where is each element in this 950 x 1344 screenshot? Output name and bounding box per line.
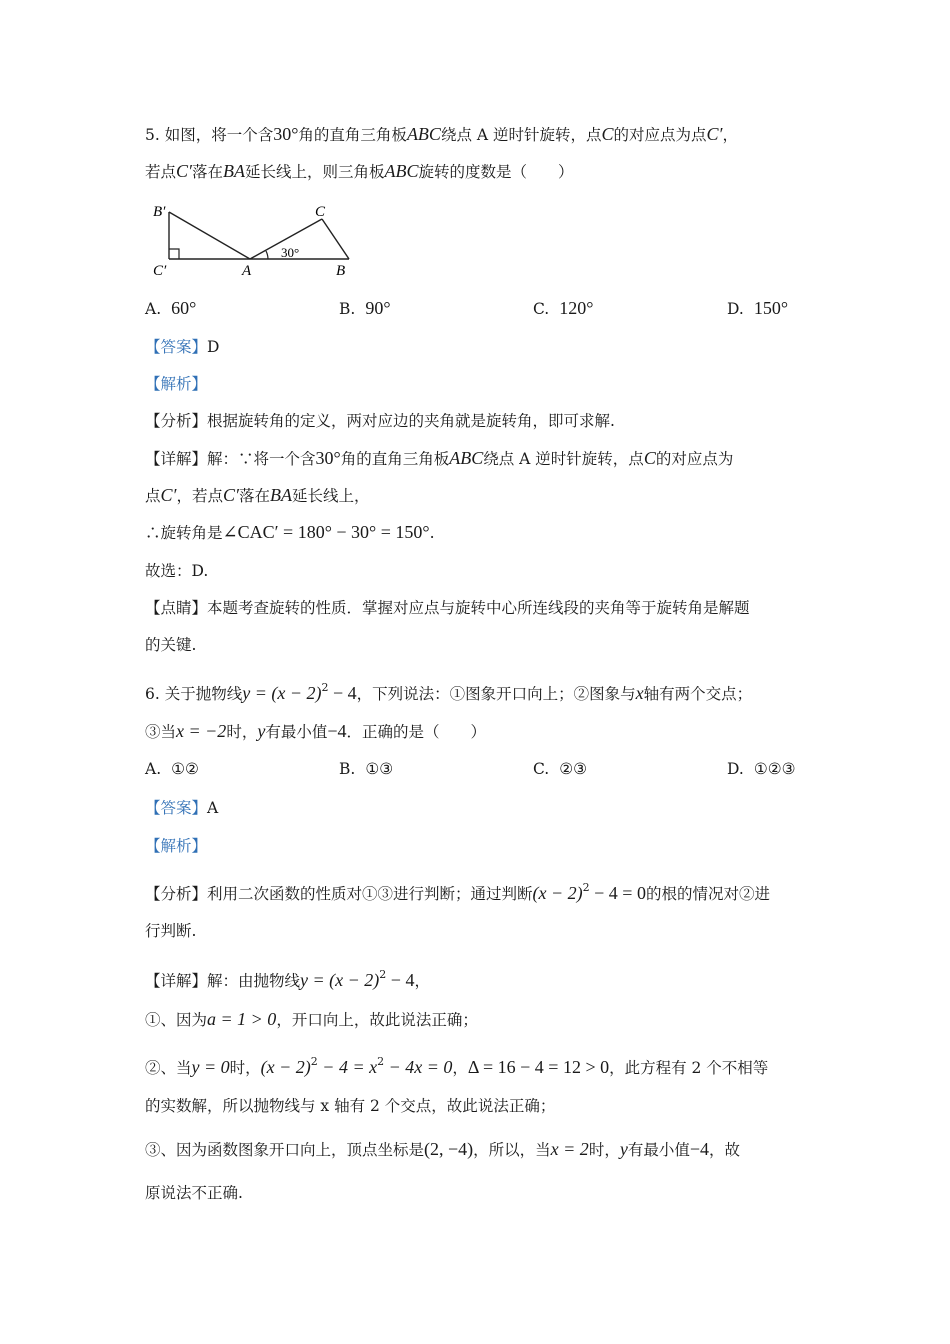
q6-fenxi-line1: 【分析】利用二次函数的性质对①③进行判断；通过判断$(x - 2)^2 - 4 = 0$的根的情况对②进 (145, 881, 770, 903)
q5-option-d[interactable]: D. 150° (727, 298, 789, 318)
q5-figure (150, 198, 360, 278)
right-angle-mark (169, 249, 179, 259)
q6-option-b[interactable]: B. ①③ (339, 760, 394, 778)
q5-guxuan: 故选：D. (145, 562, 209, 580)
label-bprime: B′ (153, 204, 166, 220)
q5-dianjing-line1: 【点睛】本题考查旋转的性质．掌握对应点与旋转中心所连线段的夹角等于旋转角是解题 (145, 599, 750, 617)
q5-option-b[interactable]: B. 90° (339, 298, 391, 318)
seg-c-b (322, 219, 349, 259)
q5-analysis-tag: 【解析】 (145, 375, 208, 393)
q6-option-c[interactable]: C. ②③ (533, 760, 588, 778)
label-c: C (315, 204, 326, 220)
q6-xiangjie-line1: 【详解】解：由抛物线$y = (x - 2)^2 - 4$， (145, 968, 430, 990)
q6-option-a[interactable]: A. ①② (145, 760, 199, 778)
label-cprime: C′ (153, 263, 167, 278)
angle-label: 30° (281, 245, 300, 260)
q5-stem-line1: 5. 如图，将一个含30°角的直角三角板ABC绕点 A 逆时针旋转，点C的对应点为点C′， (145, 124, 738, 144)
q6-step2-line2: 的实数解，所以抛物线与 x 轴有 2 个交点，故此说法正确； (145, 1097, 556, 1115)
q5-xiangjie-line1: 【详解】解：∵将一个含30°角的直角三角板ABC绕点 A 逆时针旋转，点C的对应点为 (145, 448, 734, 468)
q6-stem-line2: ③当x = −2时，y有最小值−4．正确的是（ ） (145, 721, 487, 741)
q6-stem-line1: 6. 关于抛物线$y = (x - 2)^2 - 4$，下列说法：①图象开口向上；②图象与x轴有两个交点； (145, 681, 753, 703)
q6-analysis-tag: 【解析】 (145, 837, 208, 855)
angle-arc (266, 251, 268, 259)
q6-step1: ①、因为a = 1 > 0，开口向上，故此说法正确； (145, 1009, 478, 1029)
q6-option-d[interactable]: D. ①②③ (727, 760, 796, 778)
q5-fenxi: 【分析】根据旋转角的定义，两对应边的夹角就是旋转角，即可求解. (145, 412, 615, 430)
label-a: A (242, 263, 252, 278)
q6-step3-line1: ③、因为函数图象开口向上，顶点坐标是(2, −4)，所以，当x = 2时，y有最小值−4，故 (145, 1139, 741, 1159)
q5-xiangjie-line2: 点C′，若点C′落在BA延长线上， (145, 485, 370, 505)
q5-option-a[interactable]: A. 60° (145, 298, 197, 318)
q5-xiangjie-line3: ∴旋转角是∠CAC′ = 180° − 30° = 150°. (145, 522, 435, 542)
q6-step3-line2: 原说法不正确. (145, 1184, 243, 1202)
q6-answer: 【答案】A (145, 799, 219, 817)
q6-fenxi-line2: 行判断. (145, 922, 197, 940)
q5-answer: 【答案】D (145, 338, 220, 356)
q5-dianjing-line2: 的关键. (145, 636, 197, 654)
q5-stem-line2: 若点C′落在BA延长线上，则三角板ABC旋转的度数是（ ） (145, 161, 574, 181)
seg-bprime-a (169, 212, 250, 259)
q5-option-c[interactable]: C. 120° (533, 298, 594, 318)
label-b: B (336, 263, 346, 278)
q6-step2-line1: ②、当y = 0时，$(x - 2)^2 - 4 = x^2 - 4x = 0$，Δ = 16 − 4 = 12 > 0，此方程有 2 个不相等 (145, 1055, 769, 1077)
